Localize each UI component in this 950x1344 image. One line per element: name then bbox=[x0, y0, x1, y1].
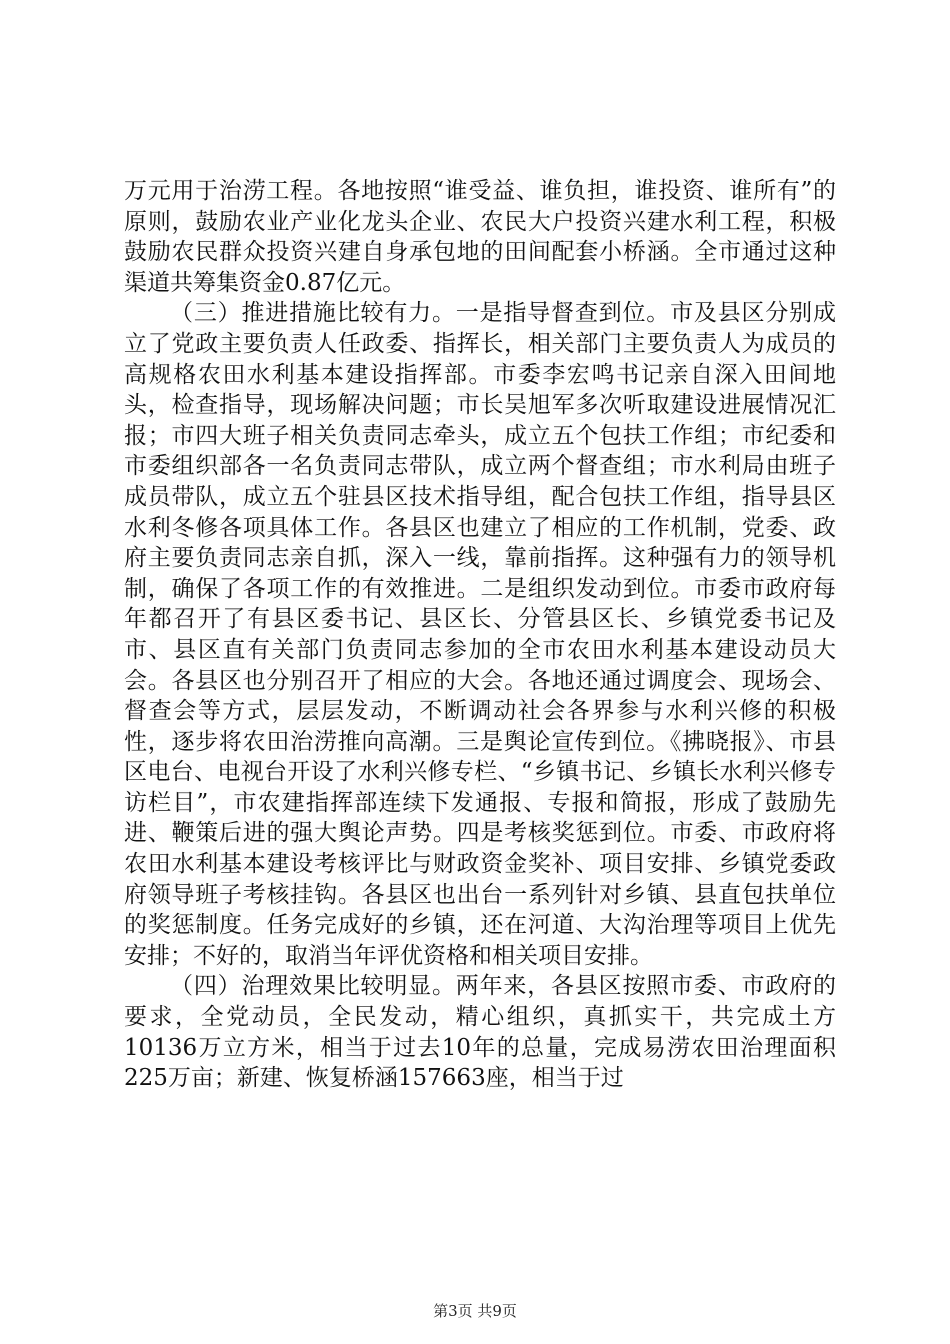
page-number-footer: 第3页 共9页 bbox=[433, 1302, 517, 1320]
paragraph-results: （四）治理效果比较明显。两年来，各县区按照市委、市政府的要求，全党动员，全民发动，精心组织，真抓实干，共完成土方10136万立方米，相当于过去10年的总量，完成易涝农田治理面积225万亩；新建、恢复桥涵157663座，相当于过 bbox=[124, 973, 836, 1092]
paragraph-measures: （三）推进措施比较有力。一是指导督查到位。市及县区分别成立了党政主要负责人任政委、指挥长，相关部门主要负责人为成员的高规格农田水利基本建设指挥部。市委李宏鸣书记亲自深入田间地头，检查指导，现场解决问题；市长吴旭军多次听取建设进展情况汇报；市四大班子相关负责同志牵头，成立五个包扶工作组；市纪委和市委组织部各一名负责同志带队，成立两个督查组；市水利局由班子成员带队，成立五个驻县区技术指导组，配合包扶工作组，指导县区水利冬修各项具体工作。各县区也建立了相应的工作机制，党委、政府主要负责同志亲自抓，深入一线，靠前指挥。这种强有力的领导机制，确保了各项工作的有效推进。二是组织发动到位。市委市政府每年都召开了有县区委书记、县区长、分管县区长、乡镇党委书记及市、县区直有关部门负责同志参加的全市农田水利基本建设动员大会。各县区也分别召开了相应的大会。各地还通过调度会、现场会、督查会等方式，层层发动，不断调动社会各界参与水利兴修的积极性，逐步将农田治涝推向高潮。三是舆论宣传到位。《拂晓报》、市县区电台、电视台开设了水利兴修专栏、“乡镇书记、乡镇长水利兴修专访栏目”，市农建指挥部连续下发通报、专报和简报，形成了鼓励先进、鞭策后进的强大舆论声势。四是考核奖惩到位。市委、市政府将农田水利基本建设考核评比与财政资金奖补、项目安排、乡镇党委政府领导班子考核挂钩。各县区也出台一系列针对乡镇、县直包扶单位的奖惩制度。任务完成好的乡镇，还在河道、大沟治理等项目上优先安排；不好的，取消当年评优资格和相关项目安排。 bbox=[124, 300, 836, 969]
paragraph-funding: 万元用于治涝工程。各地按照“谁受益、谁负担，谁投资、谁所有”的原则，鼓励农业产业化龙头企业、农民大户投资兴建水利工程，积极鼓励农民群众投资兴建自身承包地的田间配套小桥涵。全市通过这种渠道共筹集资金0.87亿元。 bbox=[124, 178, 836, 296]
document-body bbox=[124, 176, 836, 1094]
